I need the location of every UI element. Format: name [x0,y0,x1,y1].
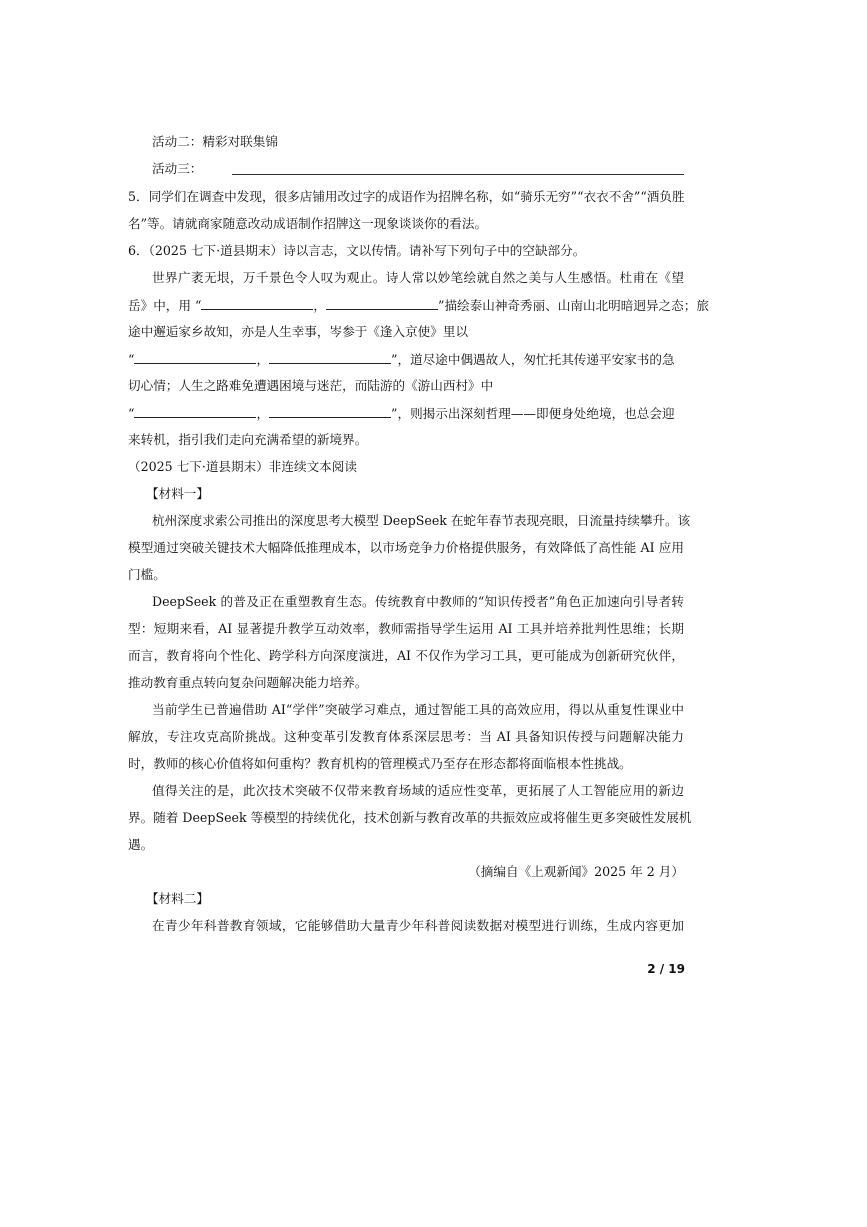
text-fragment: ”，则揭示出深刻哲理——即便身处绝境，也总会迎 [391,406,675,421]
material-2-heading: 【材料二】 [146,891,209,906]
text-fragment: ”，道尽途中偶遇故人，匆忙托其传递平安家书的急 [391,352,675,367]
blank-3[interactable] [134,351,256,364]
text-fragment: ”描绘泰山神奇秀丽、山南山北明暗迥异之态；旅 [438,298,709,313]
question-6-para-line-5: 切心情；人生之路难免遭遇困境与迷茫，而陆游的《游山西村》中 [128,378,494,393]
activity-3-answer-line [232,174,684,175]
blank-4[interactable] [269,351,391,364]
material-1-line: 解放，专注攻克高阶挑战。这种变革引发教育体系深层思考：当 AI 具备知识传授与问题解决能力 [128,729,684,744]
question-5-line-2: 名”等。请就商家随意改动成语制作招牌这一现象谈谈你的看法。 [128,216,488,231]
material-1-line: 门槛。 [128,567,166,582]
blank-6[interactable] [269,405,391,418]
material-1-line: 而言，教育将向个性化、跨学科方向深度演进，AI 不仅作为学习工具，更可能成为创新研究伙伴， [128,648,684,663]
material-1-line: DeepSeek 的普及正在重塑教育生态。传统教育中教师的“知识传授者”角色正加速向引导者转 [152,594,684,609]
question-6-para-line-6 [128,405,684,422]
question-5-line-1: 5．同学们在调查中发现，很多店铺用改过字的成语作为招牌名称，如“骑乐无穷”“衣衣不舍”“酒负胜 [128,189,685,204]
material-1-line: 值得关注的是，此次技术突破不仅带来教育场域的适应性变革，更拓展了人工智能应用的新边 [152,783,684,798]
activity-3: 活动三： [152,161,203,176]
question-6-para-line-3: 途中邂逅家乡故知，亦是人生幸事，岑参于《逢入京使》里以 [128,324,469,339]
material-2-line: 在青少年科普教育领域，它能够借助大量青少年科普阅读数据对模型进行训练，生成内容更加 [152,918,684,933]
question-6-para-line-4 [128,351,684,368]
material-1-line: 模型通过突破关键技术大幅降低推理成本，以市场竞争力价格提供服务，有效降低了高性能 AI 应用 [128,540,684,555]
question-6-para-line-2 [128,297,709,314]
section-title: （2025 七下·道县期末）非连续文本阅读 [128,459,357,474]
blank-2[interactable] [326,297,438,310]
material-1-line: 界。随着 DeepSeek 等模型的持续优化，技术创新与教育改革的共振效应或将催生更多突破性发展机 [128,810,692,825]
text-fragment: ， [256,406,270,421]
text-fragment: ， [256,352,270,367]
text-fragment: “ [128,352,135,367]
question-6-title: 6．（2025 七下·道县期末）诗以言志，文以传情。请补写下列句子中的空缺部分。 [128,243,586,258]
blank-5[interactable] [134,405,256,418]
material-1-line: 遇。 [128,837,154,852]
page-number: 2 / 19 [647,962,685,976]
text-fragment: “ [128,406,135,421]
material-1-heading: 【材料一】 [146,486,209,501]
source-citation: （摘编自《上观新闻》2025 年 2 月） [468,864,684,879]
question-6-para-line-7: 来转机，指引我们走向充满希望的新境界。 [128,432,368,447]
material-1-line: 推动教育重点转向复杂问题解决能力培养。 [128,675,368,690]
material-1-line: 时，教师的核心价值将如何重构？教育机构的管理模式乃至存在形态都将面临根本性挑战。 [128,756,632,771]
text-fragment: 岳》中，用 “ [128,298,202,313]
activity-2: 活动二：精彩对联集锦 [152,134,278,149]
blank-1[interactable] [201,297,313,310]
text-fragment: ， [313,298,327,313]
material-1-line: 型：短期来看，AI 显著提升教学互动效率，教师需指导学生运用 AI 工具并培养批判性思维；长期 [128,621,684,636]
material-1-line: 当前学生已普遍借助 AI“学伴”突破学习难点，通过智能工具的高效应用，得以从重复性课业中 [152,702,684,717]
material-1-line: 杭州深度求索公司推出的深度思考大模型 DeepSeek 在蛇年春节表现亮眼，日流量持续攀升。该 [152,513,691,528]
question-6-para-line-1: 世界广袤无垠，万千景色令人叹为观止。诗人常以妙笔绘就自然之美与人生感悟。杜甫在《望 [152,270,684,285]
